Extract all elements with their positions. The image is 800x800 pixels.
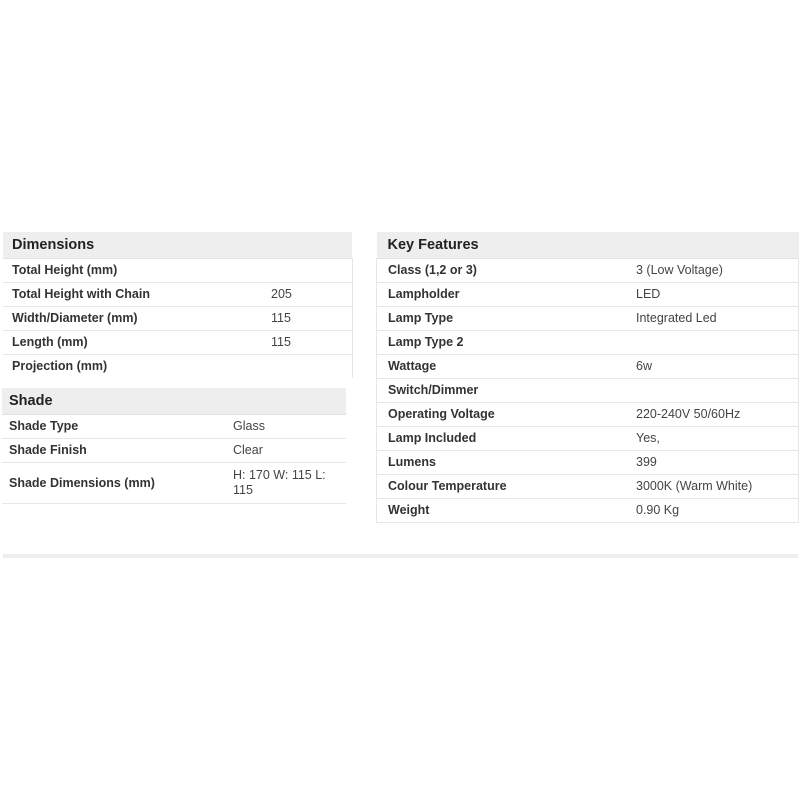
shade-table	[2, 388, 346, 504]
spec-label: Switch/Dimmer	[377, 379, 627, 403]
table-row	[377, 427, 799, 451]
table-row	[2, 463, 346, 504]
table-row	[377, 403, 799, 427]
table-row	[377, 379, 799, 403]
table-row	[377, 499, 799, 523]
spec-value: 3 (Low Voltage)	[627, 259, 799, 283]
spec-value	[627, 331, 799, 355]
spec-value: Clear	[225, 439, 346, 463]
spec-value: 399	[627, 451, 799, 475]
spec-label: Class (1,2 or 3)	[377, 259, 627, 283]
spec-label: Width/Diameter (mm)	[3, 307, 262, 331]
spec-label: Lamp Type 2	[377, 331, 627, 355]
spec-value: 0.90 Kg	[627, 499, 799, 523]
spec-value: LED	[627, 283, 799, 307]
spec-label: Total Height (mm)	[3, 259, 262, 283]
spec-value	[262, 355, 352, 379]
dimensions-table	[3, 232, 353, 378]
spec-label: Shade Dimensions (mm)	[2, 463, 225, 504]
spec-label: Weight	[377, 499, 627, 523]
table-row	[2, 415, 346, 439]
table-row	[2, 439, 346, 463]
shade-heading: Shade	[2, 388, 346, 415]
table-row	[377, 283, 799, 307]
spec-label: Shade Type	[2, 415, 225, 439]
spec-value: 205	[262, 283, 352, 307]
spec-label: Length (mm)	[3, 331, 262, 355]
table-row	[3, 331, 352, 355]
dimensions-heading: Dimensions	[3, 232, 352, 259]
spec-value: Integrated Led	[627, 307, 799, 331]
spec-label: Lamp Included	[377, 427, 627, 451]
spec-value: 6w	[627, 355, 799, 379]
spec-value: 115	[262, 331, 352, 355]
spec-value: 115	[262, 307, 352, 331]
table-row	[3, 259, 352, 283]
table-row	[3, 307, 352, 331]
key-features-heading: Key Features	[377, 232, 799, 259]
spec-value	[627, 379, 799, 403]
table-row	[377, 451, 799, 475]
spec-value: 220-240V 50/60Hz	[627, 403, 799, 427]
table-row	[3, 355, 352, 379]
table-row	[377, 475, 799, 499]
spec-label: Total Height with Chain	[3, 283, 262, 307]
table-row	[377, 331, 799, 355]
spec-value: Glass	[225, 415, 346, 439]
spec-label: Lumens	[377, 451, 627, 475]
spec-label: Colour Temperature	[377, 475, 627, 499]
table-row	[377, 355, 799, 379]
spec-label: Wattage	[377, 355, 627, 379]
spec-label: Projection (mm)	[12, 359, 108, 373]
spec-label: Operating Voltage	[377, 403, 627, 427]
section-divider	[3, 554, 798, 558]
spec-label: Shade Finish	[2, 439, 225, 463]
spec-value: Yes,	[627, 427, 799, 451]
spec-label: Lamp Type	[377, 307, 627, 331]
spec-value	[262, 259, 352, 283]
spec-label: Lampholder	[377, 283, 627, 307]
spec-value: 3000K (Warm White)	[627, 475, 799, 499]
table-row	[3, 283, 352, 307]
table-row	[377, 307, 799, 331]
spec-value: H: 170 W: 115 L: 115	[225, 463, 346, 504]
table-row	[377, 259, 799, 283]
key-features-table	[376, 232, 799, 523]
